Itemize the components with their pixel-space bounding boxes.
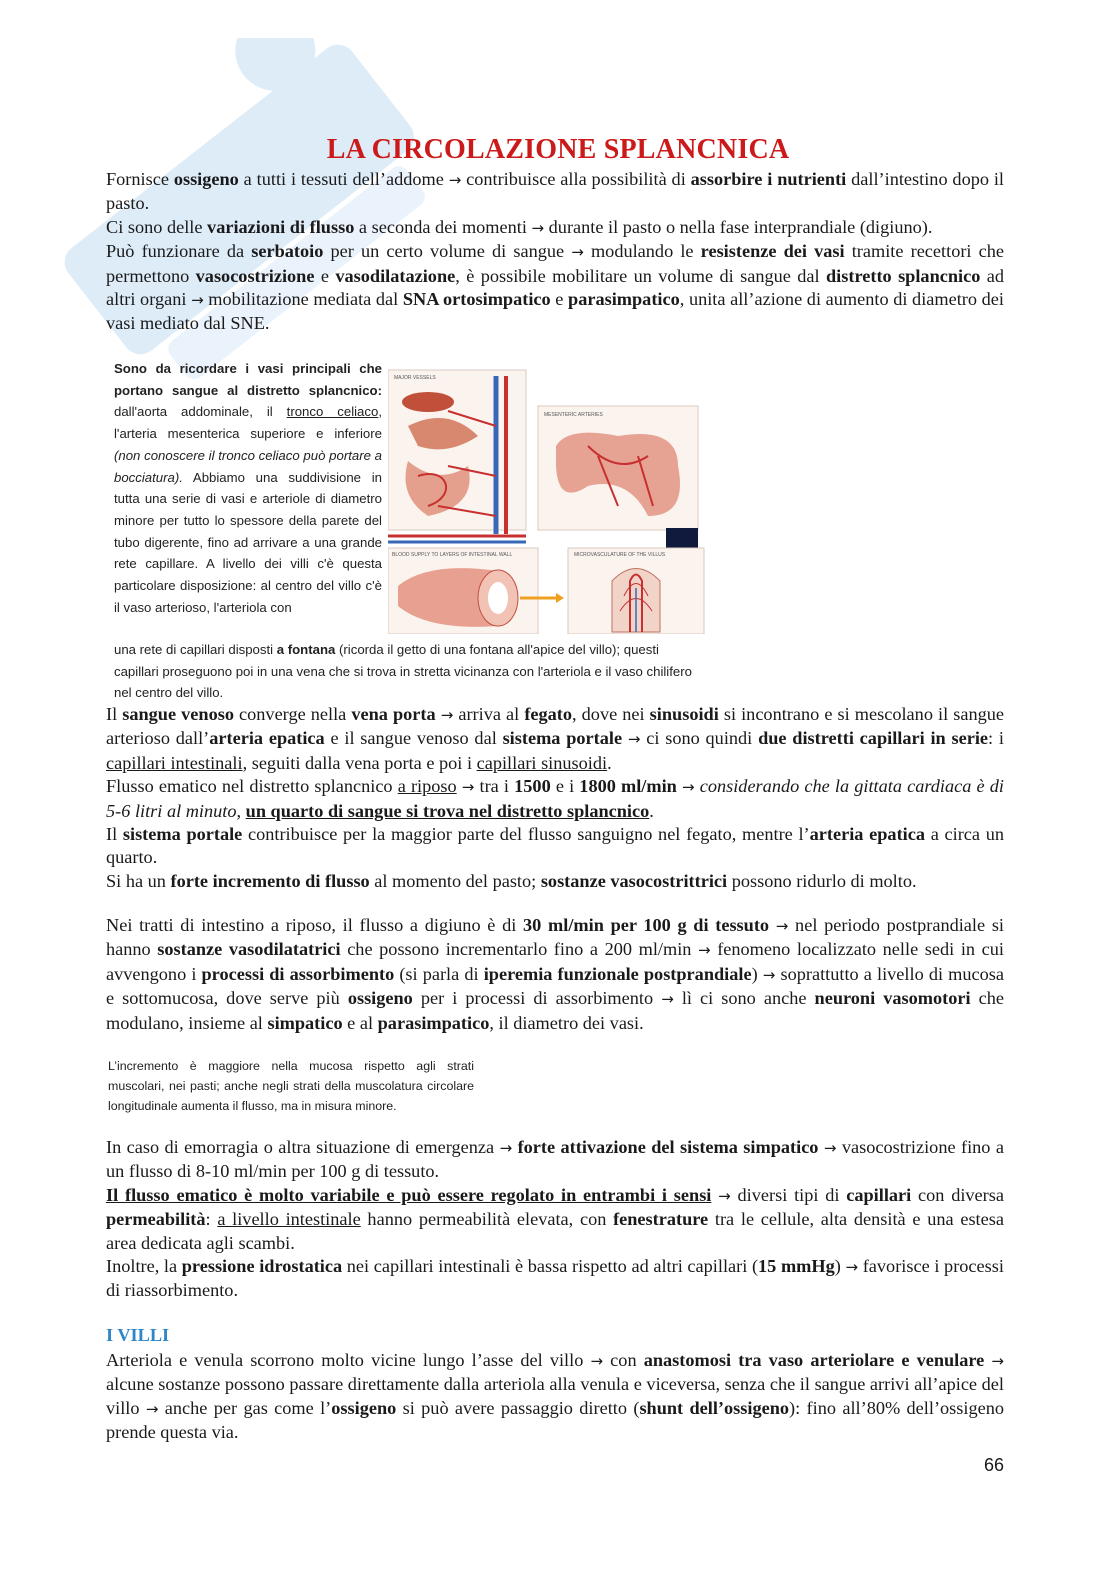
paragraph: Il flusso ematico è molto variabile e può essere regolato in entrambi i sensi → diversi tipi di capillari con diversa permeabilità: a livello intestinale hanno permeabilità elevata, con fenestrature tra le cellule, alta densità e una estesa area dedicata agli scambi. [106, 1184, 1004, 1253]
arrow-icon: → [845, 1258, 859, 1277]
side-note: L’incremento è maggiore nella mucosa rispetto agli strati muscolari, nei pasti; anche negli strati della muscolatura circolare longitudinale aumenta il flusso, ma in misura minore. [108, 1059, 474, 1113]
paragraph: Ci sono delle variazioni di flusso a seconda dei momenti → durante il pasto o nella fase interprandiale (digiuno). [106, 216, 933, 237]
arrow-icon: → [499, 1139, 513, 1157]
paragraph: Nei tratti di intestino a riposo, il flusso a digiuno è di 30 ml/min per 100 g di tessuto → nel periodo postprandiale si hanno sostanze vasodilatatrici che possono incrementarlo fino a 200 ml/min → fenomeno localizzato nelle sedi in cui avvengono i processi di assorbimento (si parla di iperemia funzionale postprandiale) → soprattutto a livello di mucosa e sottomucosa, dove serve più ossigeno per i processi di assorbimento → lì ci sono anche neuroni vasomotori che modulano, insieme al simpatico e al parasimpatico, il diametro dei vasi. [106, 915, 1005, 1033]
arrow-icon: → [461, 778, 475, 797]
arrow-icon: → [448, 171, 462, 189]
arrow-icon: → [698, 941, 711, 960]
flow-text [106, 914, 1004, 1035]
arrow-icon: → [571, 243, 584, 262]
paragraph: Si ha un forte incremento di flusso al momento del pasto; sostanze vasocostrittrici possono ridurlo di molto. [106, 870, 917, 891]
label-major-vessels: MAJOR VESSELS [394, 375, 436, 381]
page-number: 66 [983, 1455, 1004, 1475]
arrow-icon: → [191, 291, 204, 310]
arrow-icon: → [440, 706, 454, 724]
label-mesenteric-arteries: MESENTERIC ARTERIES [544, 412, 603, 418]
figure [110, 356, 706, 704]
paragraph: Inoltre, la pressione idrostatica nei capillari intestinali è bassa rispetto ad altri capillari (15 mmHg) → favorisce i processi di riassorbimento. [106, 1256, 1004, 1301]
paragraph: Può funzionare da serbatoio per un certo volume di sangue → modulando le resistenze dei vasi tramite recettori che permettono vasocostrizione e vasodilatazione, è possibile mobilitare un volume di sangue dal distretto splancnico ad altri organi → mobilitazione mediata dal SNA ortosimpatico e parasimpatico, unita all’azione di aumento di diametro dei vasi mediato dal SNE. [106, 241, 1005, 334]
intro-text [106, 168, 1004, 336]
arrow-icon: → [775, 917, 789, 935]
arrow-icon: → [627, 730, 641, 749]
paragraph: Arteriola e venula scorrono molto vicine lungo l’asse del villo → con anastomosi tra vaso arteriolare e venulare → alcune sostanze possono passare direttamente dalla arteriola alla venula e viceversa, senza che il sangue arrivi all’apice del villo → anche per gas come l’ossigeno si può avere passaggio diretto (shunt dell’ossigeno): fino all’80% dell’ossigeno prende questa via. [106, 1350, 1005, 1443]
figure-caption: Sono da ricordare i vasi principali che portano sangue al distretto splancnico: dall'aorta addominale, il tronco celiaco, l'arteria mesenterica superiore e inferiore (non conoscere il tronco celiaco può portare a bocciatura). Abbiamo una suddivisione in tutta una serie di vasi e arteriole di diametro minore per tutto lo spessore della parete del tubo digerente, fino ad arrivare a una grande rete capillare. A livello dei villi c'è questa particolare disposizione: al centro del villo c'è il vaso arterioso, l'arteriola con [114, 361, 382, 615]
portal-text [106, 703, 1004, 893]
arrow-icon: → [590, 1352, 604, 1370]
page-title: LA CIRCOLAZIONE SPLANCNICA [326, 134, 790, 165]
arrow-icon: → [991, 1352, 1004, 1370]
arrow-icon: → [661, 990, 674, 1009]
arrow-icon: → [682, 778, 695, 797]
villi-text [106, 1349, 1004, 1445]
paragraph: Il sangue venoso converge nella vena porta → arriva al fegato, dove nei sinusoidi si incontrano e si mescolano il sangue arterioso dall’arteria epatica e il sangue venoso dal sistema portale → ci sono quindi due distretti capillari in serie: i capillari intestinali, seguiti dalla vena porta e poi i capillari sinusoidi. [106, 704, 1005, 773]
arrow-icon: → [145, 1399, 159, 1418]
label-villus: MICROVASCULATURE OF THE VILLUS [574, 552, 666, 558]
paragraph: Il sistema portale contribuisce per la maggior parte del flusso sanguigno nel fegato, mentre l’arteria epatica a circa un quarto. [106, 824, 1004, 868]
arrow-icon: → [762, 965, 776, 984]
vascular-diagram [388, 366, 706, 634]
paragraph: In caso di emorragia o altra situazione di emergenza → forte attivazione del sistema simpatico → vasocostrizione fino a un flusso di 8-10 ml/min per 100 g di tessuto. [106, 1137, 1004, 1182]
figure-caption-continued: una rete di capillari disposti a fontana (ricorda il getto di una fontana all'apice del villo); questi capillari proseguono poi in una vena che si trova in stretta vicinanza con l'arteriola e il vaso chilifero nel centro del villo. [114, 642, 692, 701]
arrow-icon: → [531, 218, 545, 237]
paragraph: Flusso ematico nel distretto splancnico a riposo → tra i 1500 e i 1800 ml/min → considerando che la gittata cardiaca è di 5-6 litri al minuto, un quarto di sangue si trova nel distretto splancnico. [106, 776, 1004, 821]
arrow-icon: → [718, 1186, 731, 1205]
section-heading: I VILLI [106, 1325, 170, 1345]
regulation-text [106, 1136, 1004, 1303]
paragraph: Fornisce ossigeno a tutti i tessuti dell’addome → contribuisce alla possibilità di assorbire i nutrienti dall’intestino dopo il pasto. [106, 169, 1005, 214]
label-intestinal-wall: BLOOD SUPPLY TO LAYERS OF INTESTINAL WALL [392, 552, 513, 558]
arrow-icon: → [823, 1139, 837, 1157]
